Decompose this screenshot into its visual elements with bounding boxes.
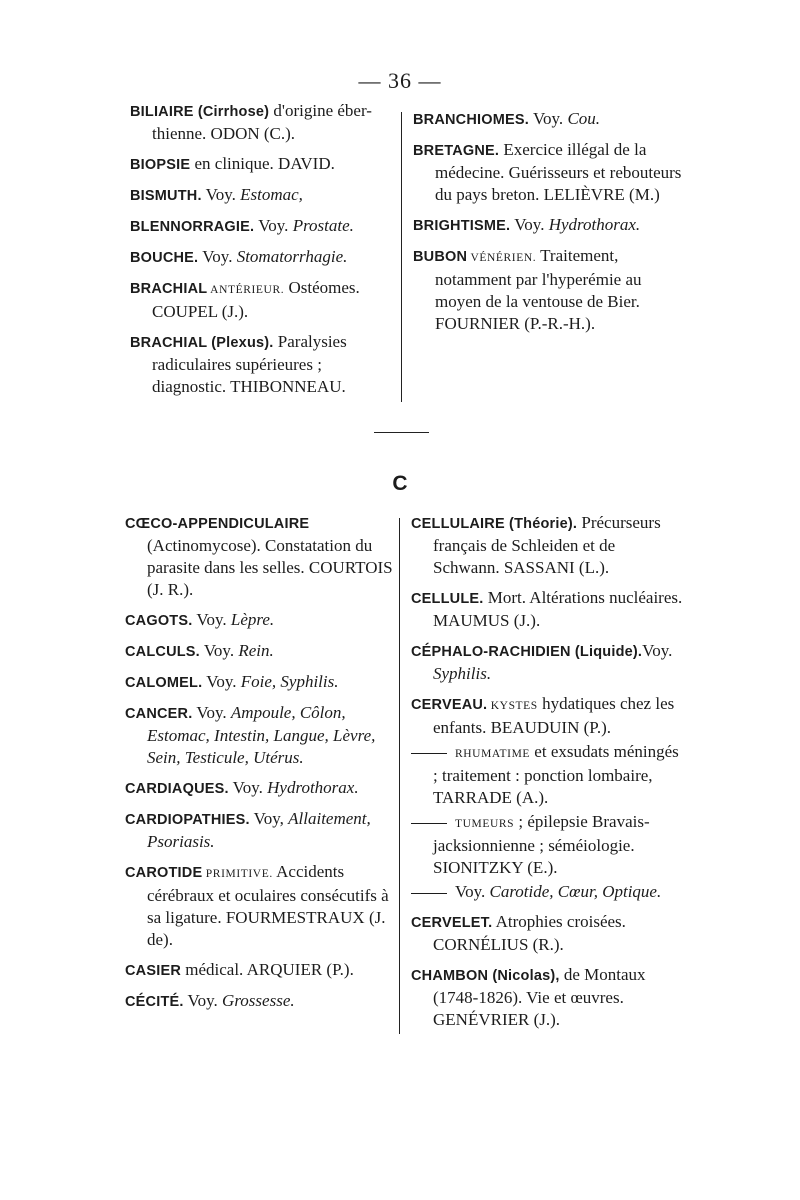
entry-text: Voy, bbox=[249, 809, 289, 828]
entry-text: et exsudats méningés ; traitement : ponction lombaire, TARRADE (A.). bbox=[433, 742, 679, 807]
entry-heading: CHAMBON (Nicolas), bbox=[411, 968, 560, 984]
index-entry bbox=[125, 861, 395, 951]
entry-heading: BRACHIAL (Plexus). bbox=[130, 335, 274, 351]
index-entry bbox=[125, 671, 395, 694]
entry-text: Voy. bbox=[254, 216, 293, 235]
entry-text: Voy. bbox=[202, 672, 241, 691]
entry-heading: BRACHIAL bbox=[130, 281, 208, 297]
index-entry bbox=[413, 214, 685, 237]
entry-reference: Prostate. bbox=[292, 216, 354, 235]
index-entry bbox=[125, 959, 395, 982]
entry-heading: BLENNORRAGIE. bbox=[130, 219, 255, 235]
index-entry bbox=[130, 100, 398, 145]
column-c-left bbox=[125, 512, 395, 1021]
section-separator bbox=[374, 432, 429, 433]
index-entry bbox=[130, 246, 398, 269]
repeat-dash bbox=[411, 823, 447, 824]
index-entry bbox=[411, 587, 683, 632]
entry-heading: CAGOTS. bbox=[125, 613, 193, 629]
entry-heading: CALOMEL. bbox=[125, 675, 203, 691]
column-c-right bbox=[411, 512, 683, 1039]
entry-subheading: ANTÉRIEUR. bbox=[207, 284, 285, 296]
entry-text: Voy. bbox=[183, 991, 223, 1010]
entry-heading: CERVELET. bbox=[411, 915, 493, 931]
entry-reference: Lèpre. bbox=[230, 610, 275, 629]
entry-text: Voy. bbox=[455, 882, 490, 901]
entry-text: Voy. bbox=[192, 703, 231, 722]
entry-reference: Ampoule, Côlon, Estomac, Intestin, Langue, Lèvre, Sein, Testicule, Utérus. bbox=[147, 703, 376, 767]
entry-reference: Foie, Syphilis. bbox=[240, 672, 339, 691]
index-entry bbox=[411, 964, 683, 1031]
entry-heading: BRANCHIOMES. bbox=[413, 112, 529, 128]
entry-heading: BRIGHTISME. bbox=[413, 218, 511, 234]
entry-text: de Montaux (1748-1826). Vie et œuvres. GENÉVRIER (J.). bbox=[433, 965, 646, 1029]
entry-text: Voy. bbox=[642, 641, 673, 660]
index-entry bbox=[125, 702, 395, 769]
entry-heading: BISMUTH. bbox=[130, 188, 202, 204]
index-entry bbox=[130, 277, 398, 323]
entry-heading: BIOPSIE bbox=[130, 157, 191, 173]
entry-heading: CÉPHALO-RACHIDIEN (Liquide). bbox=[411, 644, 643, 660]
index-entry bbox=[411, 693, 683, 739]
index-entry bbox=[130, 331, 398, 398]
index-entry bbox=[411, 811, 683, 879]
index-entry bbox=[125, 512, 395, 601]
entry-text: ; épilepsie Bravais-jacksionnienne ; séméiologie. SIONITZKY (E.). bbox=[433, 812, 650, 877]
entry-heading: CELLULAIRE (Théorie). bbox=[411, 516, 578, 532]
entry-text: Précurseurs français de Schleiden et de Schwann. SASSANI (L.). bbox=[433, 513, 661, 577]
entry-text: hydatiques chez les enfants. BEAUDUIN (P.). bbox=[433, 694, 675, 737]
entry-text: Voy. bbox=[192, 610, 231, 629]
entry-text: Voy. bbox=[228, 778, 268, 797]
column-divider-top bbox=[401, 112, 402, 402]
index-entry bbox=[125, 640, 395, 663]
entry-heading: CANCER. bbox=[125, 706, 193, 722]
entry-heading: BILIAIRE (Cirrhose) bbox=[130, 104, 270, 120]
column-divider-c bbox=[399, 518, 400, 1034]
entry-heading: CŒCO-APPENDICULAIRE bbox=[125, 516, 310, 532]
entry-reference: Rein. bbox=[238, 641, 274, 660]
index-entry bbox=[125, 808, 395, 853]
repeat-dash bbox=[411, 753, 447, 754]
repeat-dash bbox=[411, 893, 447, 894]
entry-text: d'origine éber-thienne. ODON (C.). bbox=[152, 101, 372, 143]
entry-reference: Grossesse. bbox=[222, 991, 295, 1010]
entry-heading: CELLULE. bbox=[411, 591, 484, 607]
entry-heading: CARDIOPATHIES. bbox=[125, 812, 250, 828]
entry-subheading: KYSTES bbox=[487, 700, 538, 712]
entry-heading: CÉCITÉ. bbox=[125, 994, 184, 1010]
entry-subheading: VÉNÉRIEN. bbox=[467, 252, 537, 264]
entry-subheading: TUMEURS bbox=[455, 818, 515, 830]
entry-heading: CAROTIDE bbox=[125, 865, 203, 881]
entry-text: Traitement, notamment par l'hyperémie au moyen de la ventouse de Bier. FOURNIER (P.-R.-H.). bbox=[435, 246, 642, 333]
entry-text: Voy. bbox=[199, 641, 239, 660]
page-number: — 36 — bbox=[358, 68, 442, 93]
entry-heading: CERVEAU. bbox=[411, 697, 488, 713]
entry-text: Exercice illégal de la médecine. Guérisseurs et rebouteurs du pays breton. LELIÈVRE (M.) bbox=[435, 140, 682, 204]
entry-reference: Cou. bbox=[567, 109, 601, 128]
entry-heading: BUBON bbox=[413, 249, 468, 265]
entry-text: Voy. bbox=[201, 185, 241, 204]
entry-text: Mort. Altérations nucléaires. MAUMUS (J.). bbox=[433, 588, 683, 630]
entry-text: Accidents cérébraux et oculaires consécutifs à sa ligature. FOURMESTRAUX (J. de). bbox=[147, 862, 389, 949]
entry-reference: Syphilis. bbox=[433, 664, 492, 683]
index-entry bbox=[411, 512, 683, 579]
index-entry bbox=[125, 777, 395, 800]
index-entry bbox=[125, 609, 395, 632]
entry-text: en clinique. DAVID. bbox=[190, 154, 335, 173]
index-entry bbox=[411, 640, 683, 685]
section-letter: C bbox=[392, 472, 408, 495]
entry-heading: CARDIAQUES. bbox=[125, 781, 229, 797]
index-entry bbox=[125, 990, 395, 1013]
column-top-right bbox=[413, 108, 685, 343]
index-entry bbox=[411, 911, 683, 956]
index-entry bbox=[411, 881, 683, 903]
entry-text: (Actinomycose). Constatation du parasite dans les selles. COURTOIS (J. R.). bbox=[147, 536, 393, 599]
column-top-left bbox=[130, 100, 398, 406]
entry-heading: CALCULS. bbox=[125, 644, 200, 660]
index-entry bbox=[413, 139, 685, 206]
index-entry bbox=[413, 245, 685, 335]
entry-text: Paralysies radiculaires supérieures ; diagnostic. THIBONNEAU. bbox=[152, 332, 347, 396]
entry-subheading: RHUMATIME bbox=[455, 748, 531, 760]
entry-subheading: PRIMITIVE. bbox=[202, 868, 273, 880]
entry-text: Voy. bbox=[510, 215, 549, 234]
entry-text: Voy. bbox=[198, 247, 237, 266]
entry-reference: Estomac, bbox=[240, 185, 303, 204]
entry-reference: Hydrothorax. bbox=[267, 778, 359, 797]
entry-heading: BRETAGNE. bbox=[413, 143, 500, 159]
entry-reference: Hydrothorax. bbox=[548, 215, 641, 234]
entry-heading: CASIER bbox=[125, 963, 181, 979]
index-entry bbox=[413, 108, 685, 131]
entry-reference: Carotide, Cœur, Optique. bbox=[489, 882, 662, 901]
entry-text: Atrophies croisées. CORNÉLIUS (R.). bbox=[433, 912, 626, 954]
index-entry bbox=[411, 741, 683, 809]
entry-reference: Allaitement, Psoriasis. bbox=[147, 809, 371, 851]
entry-text: Voy. bbox=[529, 109, 568, 128]
index-entry bbox=[130, 184, 398, 207]
index-entry bbox=[130, 215, 398, 238]
entry-heading: BOUCHE. bbox=[130, 250, 199, 266]
index-entry bbox=[130, 153, 398, 176]
entry-text: médical. ARQUIER (P.). bbox=[181, 960, 354, 979]
entry-reference: Stomatorrhagie. bbox=[236, 247, 348, 266]
entry-text: Ostéomes. COUPEL (J.). bbox=[152, 278, 360, 321]
